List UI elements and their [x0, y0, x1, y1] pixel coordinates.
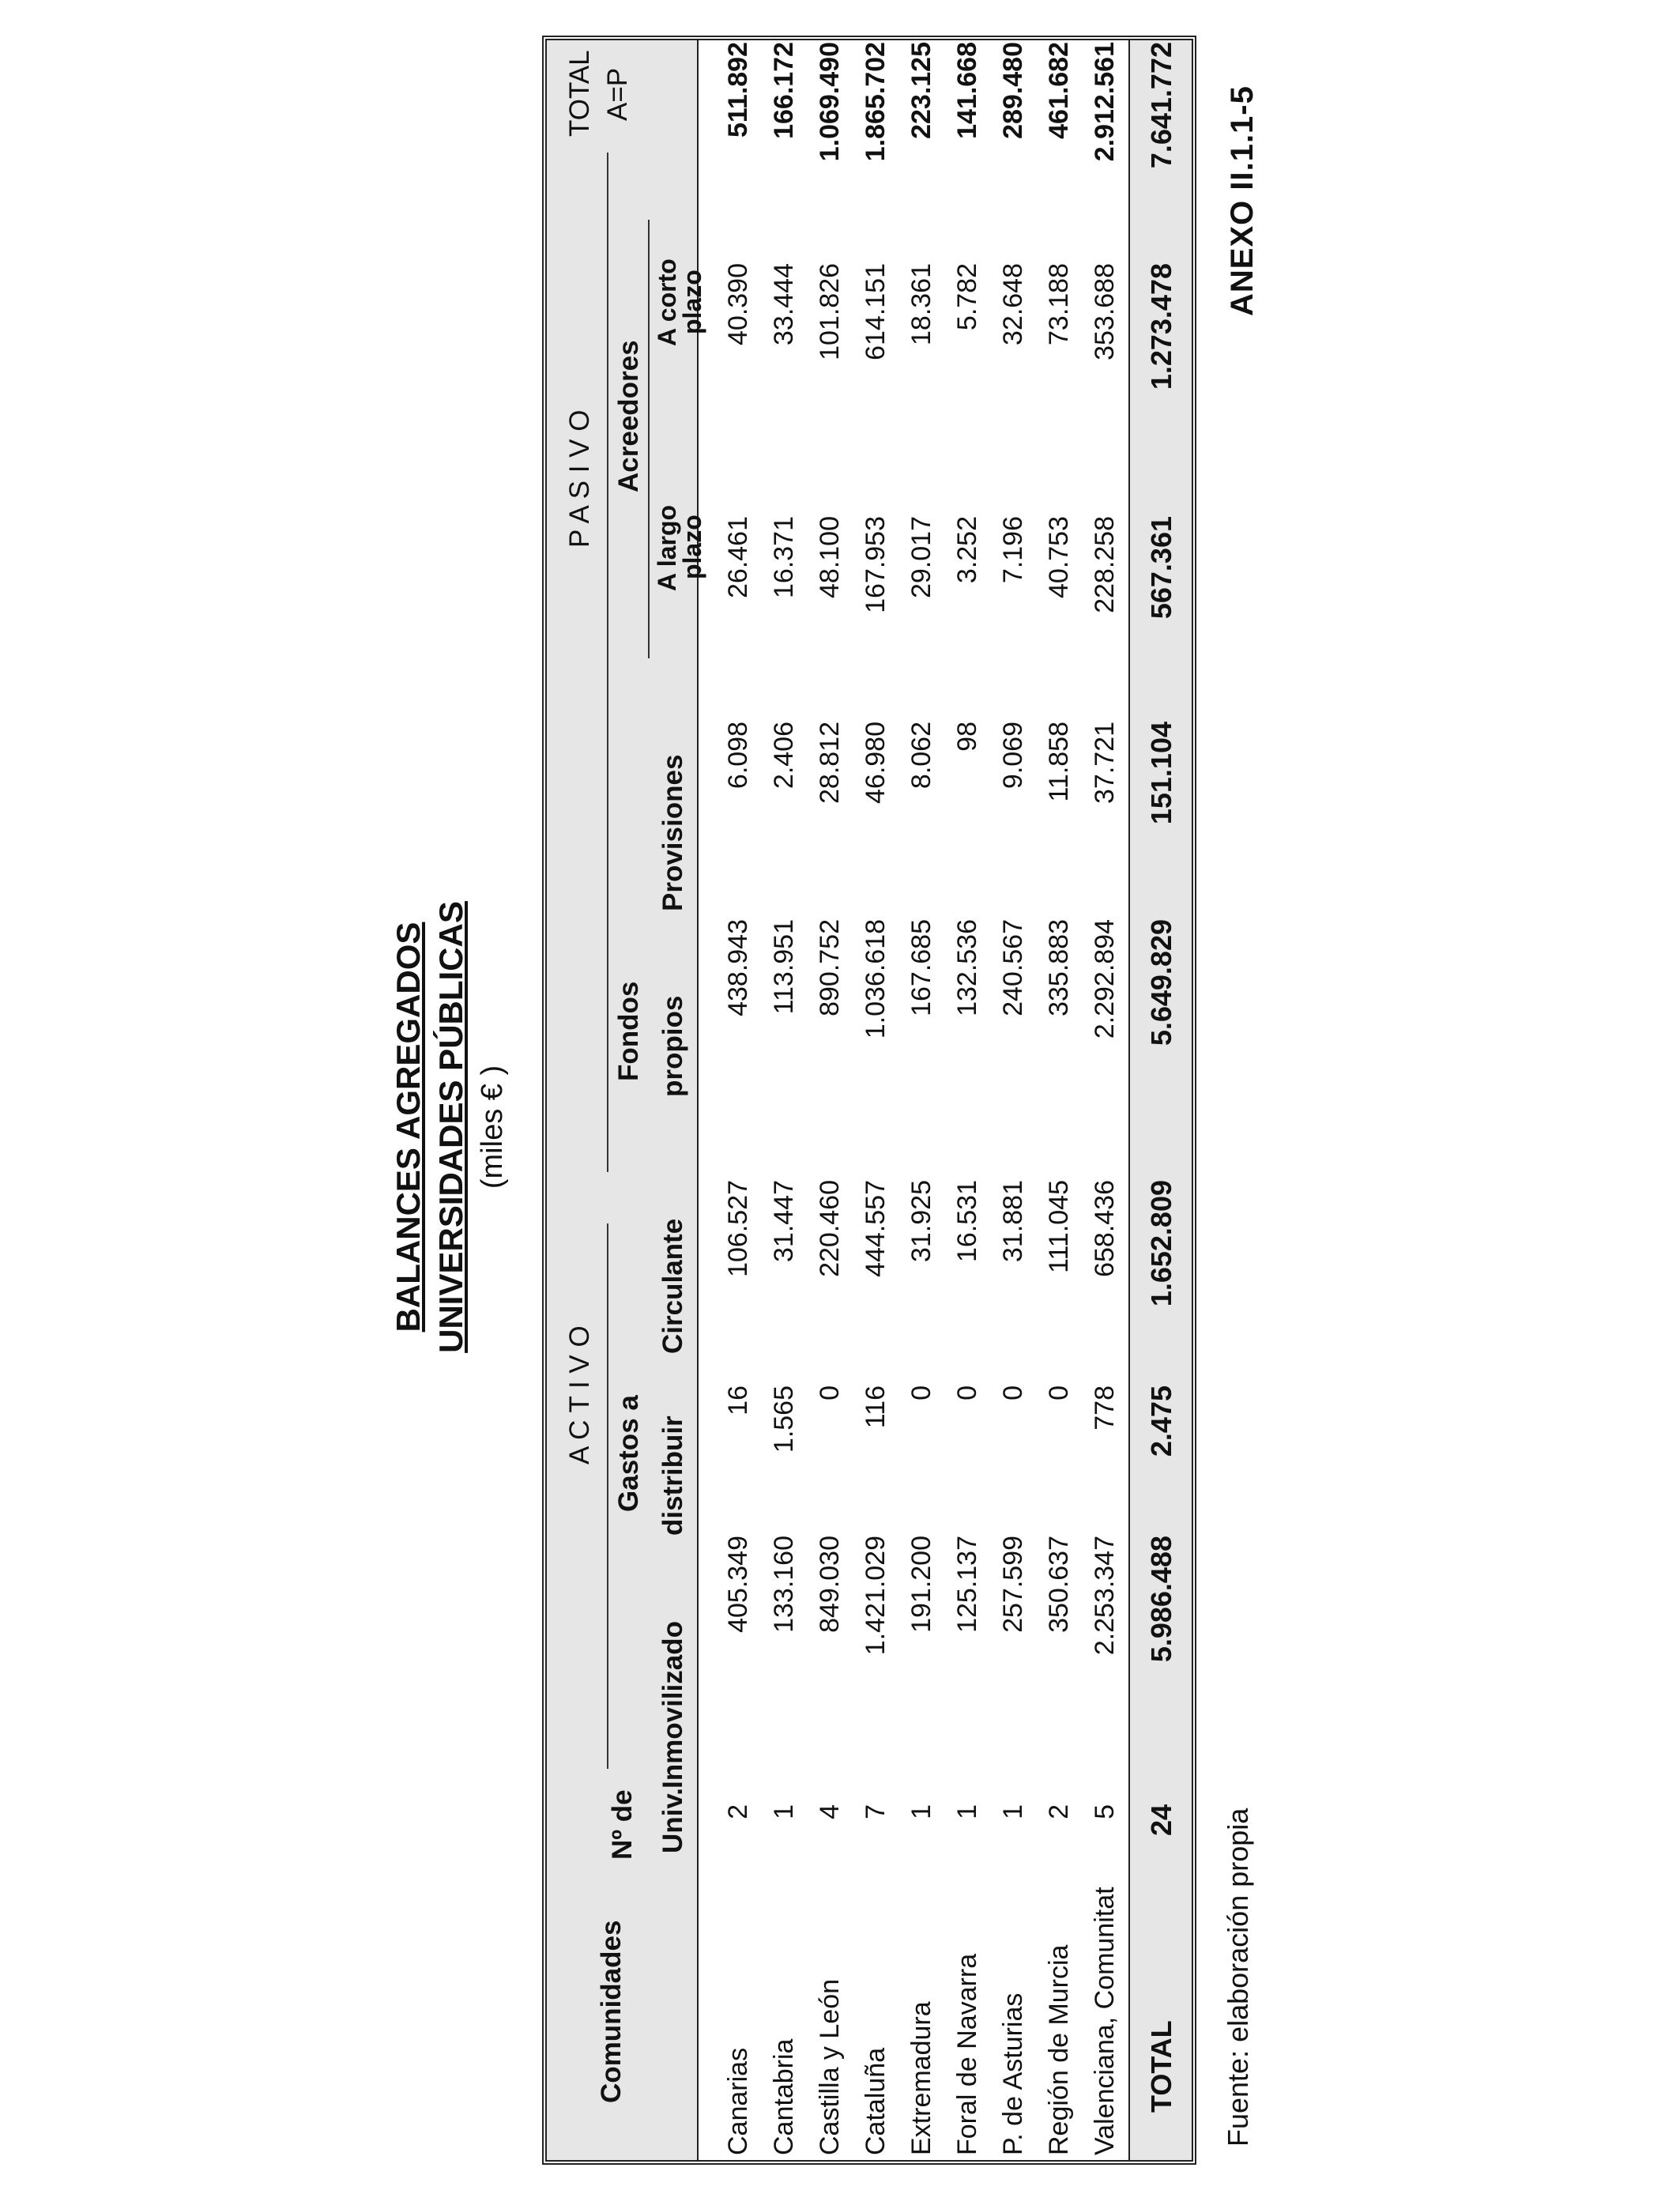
cell-prov: 8.062 — [906, 722, 936, 790]
title-line-2: UNIVERSIDADES PÚBLICAS — [432, 901, 469, 1353]
cell-prov: 11.858 — [1044, 722, 1074, 802]
cell-circ: 444.557 — [861, 1180, 891, 1277]
cell-corto: 353.688 — [1090, 263, 1120, 360]
cell-gastos: 0 — [1044, 1385, 1074, 1400]
cell-univ: 1 — [998, 1804, 1028, 1819]
header-gastos-a: Gastos a — [613, 1395, 644, 1512]
cell-inmov: 191.200 — [906, 1536, 936, 1633]
total-cell-circ: 1.652.809 — [1145, 1180, 1177, 1307]
cell-fondos: 240.567 — [998, 919, 1028, 1016]
cell-inmov: 849.030 — [815, 1536, 845, 1633]
cell-total: 1.069.490 — [815, 42, 845, 162]
cell-inmov: 350.637 — [1044, 1536, 1074, 1633]
cell-name: Castilla y León — [815, 1978, 845, 2155]
cell-fondos: 113.951 — [769, 919, 799, 1015]
cell-gastos: 116 — [861, 1385, 891, 1429]
cell-name: Cantabria — [769, 2038, 799, 2155]
cell-largo: 167.953 — [861, 516, 891, 613]
cell-gastos: 778 — [1090, 1385, 1120, 1431]
cell-fondos: 335.883 — [1044, 919, 1074, 1016]
cell-total: 511.892 — [723, 42, 753, 138]
cell-largo: 3.252 — [952, 516, 982, 584]
header-distribuir: distribuir — [657, 1416, 688, 1536]
header-circulante: Circulante — [657, 1218, 688, 1354]
header-rule — [697, 40, 699, 2160]
total-cell-univ: 24 — [1145, 1804, 1177, 1837]
activo-underline — [607, 1223, 608, 1769]
annex-label: ANEXO II.1.1-5 — [1225, 85, 1260, 316]
cell-circ: 31.447 — [769, 1180, 799, 1262]
cell-fondos: 167.685 — [906, 919, 936, 1016]
cell-name: Canarias — [723, 2047, 753, 2155]
header-corto-2: plazo — [678, 270, 706, 334]
cell-fondos: 438.943 — [723, 919, 753, 1016]
cell-fondos: 890.752 — [815, 919, 845, 1016]
title-block — [387, 850, 512, 1404]
cell-gastos: 16 — [723, 1385, 753, 1416]
title-line-1: BALANCES AGREGADOS — [390, 922, 427, 1333]
units-label: (miles € ) — [476, 1065, 509, 1189]
header-propios: propios — [657, 995, 688, 1097]
cell-largo: 7.196 — [998, 516, 1028, 584]
cell-prov: 37.721 — [1090, 722, 1120, 804]
header-largo-1: A largo — [653, 504, 681, 591]
cell-largo: 26.461 — [723, 516, 753, 598]
cell-total: 141.668 — [952, 42, 982, 139]
header-comunidades: Comunidades — [596, 1920, 627, 2103]
total-cell-corto: 1.273.478 — [1145, 263, 1177, 390]
cell-prov: 2.406 — [769, 722, 799, 790]
cell-circ: 220.460 — [815, 1180, 845, 1277]
cell-gastos: 0 — [815, 1385, 845, 1400]
header-provisiones: Provisiones — [657, 754, 688, 911]
cell-name: P. de Asturias — [998, 1992, 1028, 2155]
cell-circ: 106.527 — [723, 1180, 753, 1277]
cell-circ: 658.436 — [1090, 1180, 1120, 1277]
cell-univ: 5 — [1090, 1804, 1120, 1819]
header-total-2: A=P — [602, 67, 633, 121]
cell-fondos: 132.536 — [952, 919, 982, 1016]
cell-prov: 46.980 — [861, 722, 891, 804]
cell-total: 1.865.702 — [861, 42, 891, 162]
cell-circ: 16.531 — [952, 1180, 982, 1262]
cell-largo: 29.017 — [906, 516, 936, 598]
header-corto-1: A corto — [653, 258, 681, 346]
cell-gastos: 0 — [952, 1385, 982, 1400]
cell-univ: 4 — [815, 1804, 845, 1819]
cell-name: Región de Murcia — [1044, 1944, 1074, 2155]
cell-prov: 28.812 — [815, 722, 845, 804]
cell-inmov: 1.421.029 — [861, 1536, 891, 1656]
cell-inmov: 257.599 — [998, 1536, 1028, 1633]
cell-inmov: 133.160 — [769, 1536, 799, 1633]
cell-largo: 16.371 — [769, 516, 799, 598]
total-cell-largo: 567.361 — [1145, 516, 1177, 620]
cell-corto: 40.390 — [723, 263, 753, 345]
cell-corto: 32.648 — [998, 263, 1028, 345]
cell-gastos: 1.565 — [769, 1385, 799, 1453]
cell-prov: 6.098 — [723, 722, 753, 790]
header-inmovilizado: Inmovilizado — [657, 1621, 688, 1789]
cell-largo: 40.753 — [1044, 516, 1074, 598]
total-rule — [1128, 40, 1130, 2160]
cell-univ: 2 — [1044, 1804, 1074, 1819]
cell-gastos: 0 — [906, 1385, 936, 1400]
header-largo-2: plazo — [678, 515, 706, 579]
cell-name: Extremadura — [906, 2001, 936, 2155]
cell-corto: 101.826 — [815, 263, 845, 360]
cell-univ: 1 — [769, 1804, 799, 1819]
cell-prov: 9.069 — [998, 722, 1028, 790]
header-acreedores: Acreedores — [613, 340, 644, 492]
total-cell-gastos: 2.475 — [1145, 1385, 1177, 1457]
cell-circ: 31.881 — [998, 1180, 1028, 1262]
cell-largo: 48.100 — [815, 516, 845, 598]
cell-gastos: 0 — [998, 1385, 1028, 1400]
cell-corto: 73.188 — [1044, 263, 1074, 345]
cell-univ: 1 — [952, 1804, 982, 1819]
balance-table — [542, 36, 1196, 2165]
header-univ: Univ. — [657, 1788, 688, 1853]
cell-circ: 111.045 — [1044, 1180, 1074, 1273]
header-n-de: Nº de — [607, 1789, 638, 1860]
cell-inmov: 125.137 — [952, 1536, 982, 1633]
source-note: Fuente: elaboración propia — [1222, 1808, 1254, 2147]
cell-total: 223.125 — [906, 42, 936, 139]
cell-inmov: 2.253.347 — [1090, 1536, 1120, 1656]
cell-largo: 228.258 — [1090, 516, 1120, 613]
pasivo-underline — [607, 153, 608, 1172]
total-cell-inmov: 5.986.488 — [1145, 1536, 1177, 1663]
cell-univ: 2 — [723, 1804, 753, 1819]
cell-total: 2.912.561 — [1090, 42, 1120, 162]
cell-total: 461.682 — [1044, 42, 1074, 139]
header-activo: A C T I V O — [564, 1325, 595, 1465]
header-total-1: TOTAL — [564, 50, 595, 137]
cell-corto: 5.782 — [952, 263, 982, 331]
cell-corto: 18.361 — [906, 263, 936, 345]
total-cell-name: TOTAL — [1145, 2020, 1177, 2113]
total-cell-total: 7.641.772 — [1145, 42, 1177, 169]
cell-name: Cataluña — [861, 2047, 891, 2155]
cell-univ: 7 — [861, 1804, 891, 1819]
cell-univ: 1 — [906, 1804, 936, 1819]
cell-prov: 98 — [952, 722, 982, 752]
cell-fondos: 2.292.894 — [1090, 919, 1120, 1039]
cell-fondos: 1.036.618 — [861, 919, 891, 1039]
cell-total: 289.480 — [998, 42, 1028, 139]
cell-name: Valenciana, Comunitat — [1090, 1887, 1120, 2155]
header-fondos: Fondos — [613, 981, 644, 1081]
cell-total: 166.172 — [769, 42, 799, 139]
total-cell-prov: 151.104 — [1145, 722, 1177, 825]
cell-inmov: 405.349 — [723, 1536, 753, 1633]
acreedores-underline — [648, 220, 650, 658]
cell-name: Foral de Navarra — [952, 1953, 982, 2155]
cell-circ: 31.925 — [906, 1180, 936, 1262]
cell-corto: 614.151 — [861, 263, 891, 360]
cell-corto: 33.444 — [769, 263, 799, 345]
total-cell-fondos: 5.649.829 — [1145, 919, 1177, 1046]
header-pasivo: P A S I V O — [564, 409, 595, 548]
